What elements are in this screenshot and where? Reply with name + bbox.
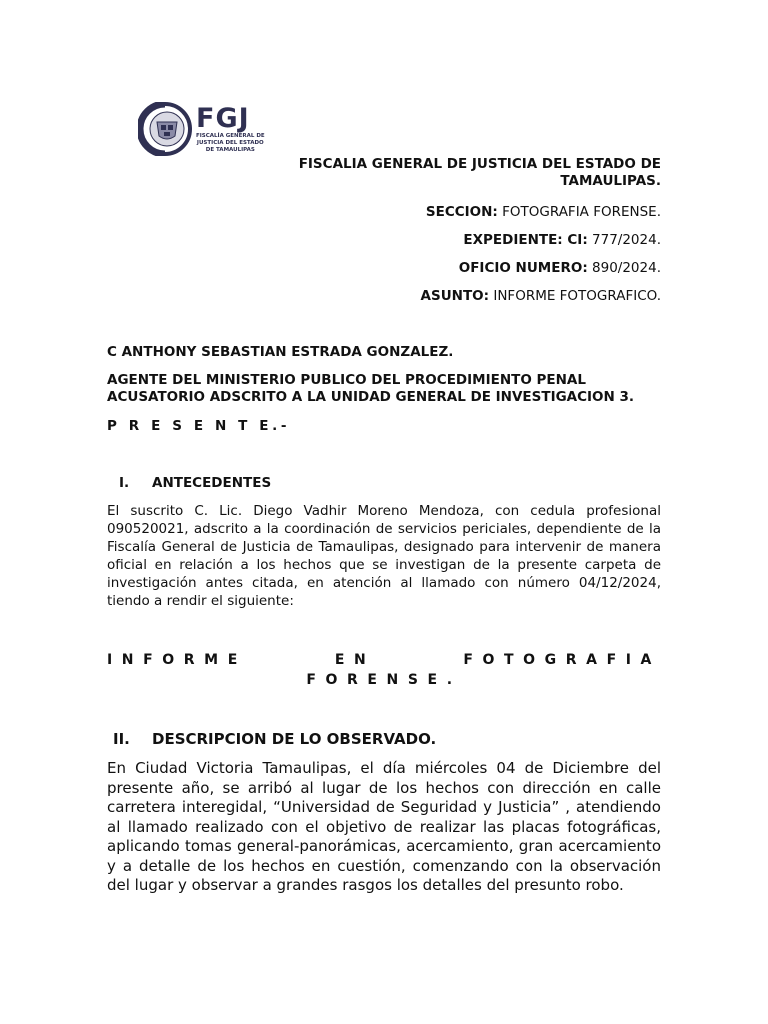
- oficio-value: 890/2024.: [592, 260, 661, 276]
- asunto-line: [421, 288, 661, 305]
- state-seal-icon: [138, 102, 192, 156]
- oficio-label: OFICIO NUMERO:: [458, 260, 588, 276]
- asunto-value: INFORME FOTOGRAFICO.: [493, 288, 661, 304]
- fgj-logo: [138, 94, 280, 164]
- section-1-number: I.: [119, 475, 130, 491]
- seccion-label: SECCION:: [425, 204, 498, 220]
- logo-subtitle-line-3: DE TAMAULIPAS: [205, 147, 255, 153]
- recipient-name: C ANTHONY SEBASTIAN ESTRADA GONZALEZ.: [107, 344, 454, 360]
- logo-subtitle-line-1: FISCALÍA GENERAL DE: [196, 133, 265, 139]
- recipient-role: AGENTE DEL MINISTERIO PUBLICO DEL PROCEDIMIENTO PENAL ACUSATORIO ADSCRITO A LA UNIDAD GENERAL DE INVESTIGACION 3.: [107, 372, 635, 405]
- seccion-line: [426, 204, 661, 221]
- institution-title: FISCALIA GENERAL DE JUSTICIA DEL ESTADO DE TAMAULIPAS.: [298, 156, 661, 189]
- logo-text: [196, 105, 265, 153]
- report-title: INFORME EN FOTOGRAFIA FORENSE.: [107, 652, 661, 688]
- section-2-title: DESCRIPCION DE LO OBSERVADO.: [152, 730, 437, 748]
- salutation: P R E S E N T E.-: [107, 418, 291, 434]
- section-1-title: ANTECEDENTES: [152, 475, 272, 491]
- section-2-body: En Ciudad Victoria Tamaulipas, el día miércoles 04 de Diciembre del presente año, se arribó al lugar de los hechos con dirección en calle carretera interegidal, “Universidad de Seguridad y Justicia” , atendiendo al llamado realizado con el objetivo de realizar las placas fotográficas, aplicando tomas general-panorámicas, acercamiento, gran acercamiento y a detalle de los hechos en cuestión, comenzando con la observación del lugar y observar a grandes rasgos los detalles del presunto robo.: [107, 759, 661, 894]
- section-1-body: El suscrito C. Lic. Diego Vadhir Moreno Mendoza, con cedula profesional 090520021, adscrito a la coordinación de servicios periciales, dependiente de la Fiscalía General de Justicia de Tamaulipas, designado para intervenir de manera oficial en relación a los hechos que se investigan de la presente carpeta de investigación antes citada, en atención al llamado con número 04/12/2024, tiendo a rendir el siguiente:: [107, 503, 661, 609]
- seccion-value: FOTOGRAFIA FORENSE.: [502, 204, 661, 220]
- expediente-value: 777/2024.: [592, 232, 661, 248]
- logo-acronym: FGJ: [196, 103, 250, 134]
- asunto-label: ASUNTO:: [420, 288, 490, 304]
- oficio-line: [459, 260, 661, 277]
- expediente-label: EXPEDIENTE: CI:: [463, 232, 588, 248]
- logo-subtitle-line-2: JUSTICIA DEL ESTADO: [196, 140, 264, 146]
- section-2-number: II.: [113, 730, 130, 748]
- expediente-line: [463, 232, 661, 249]
